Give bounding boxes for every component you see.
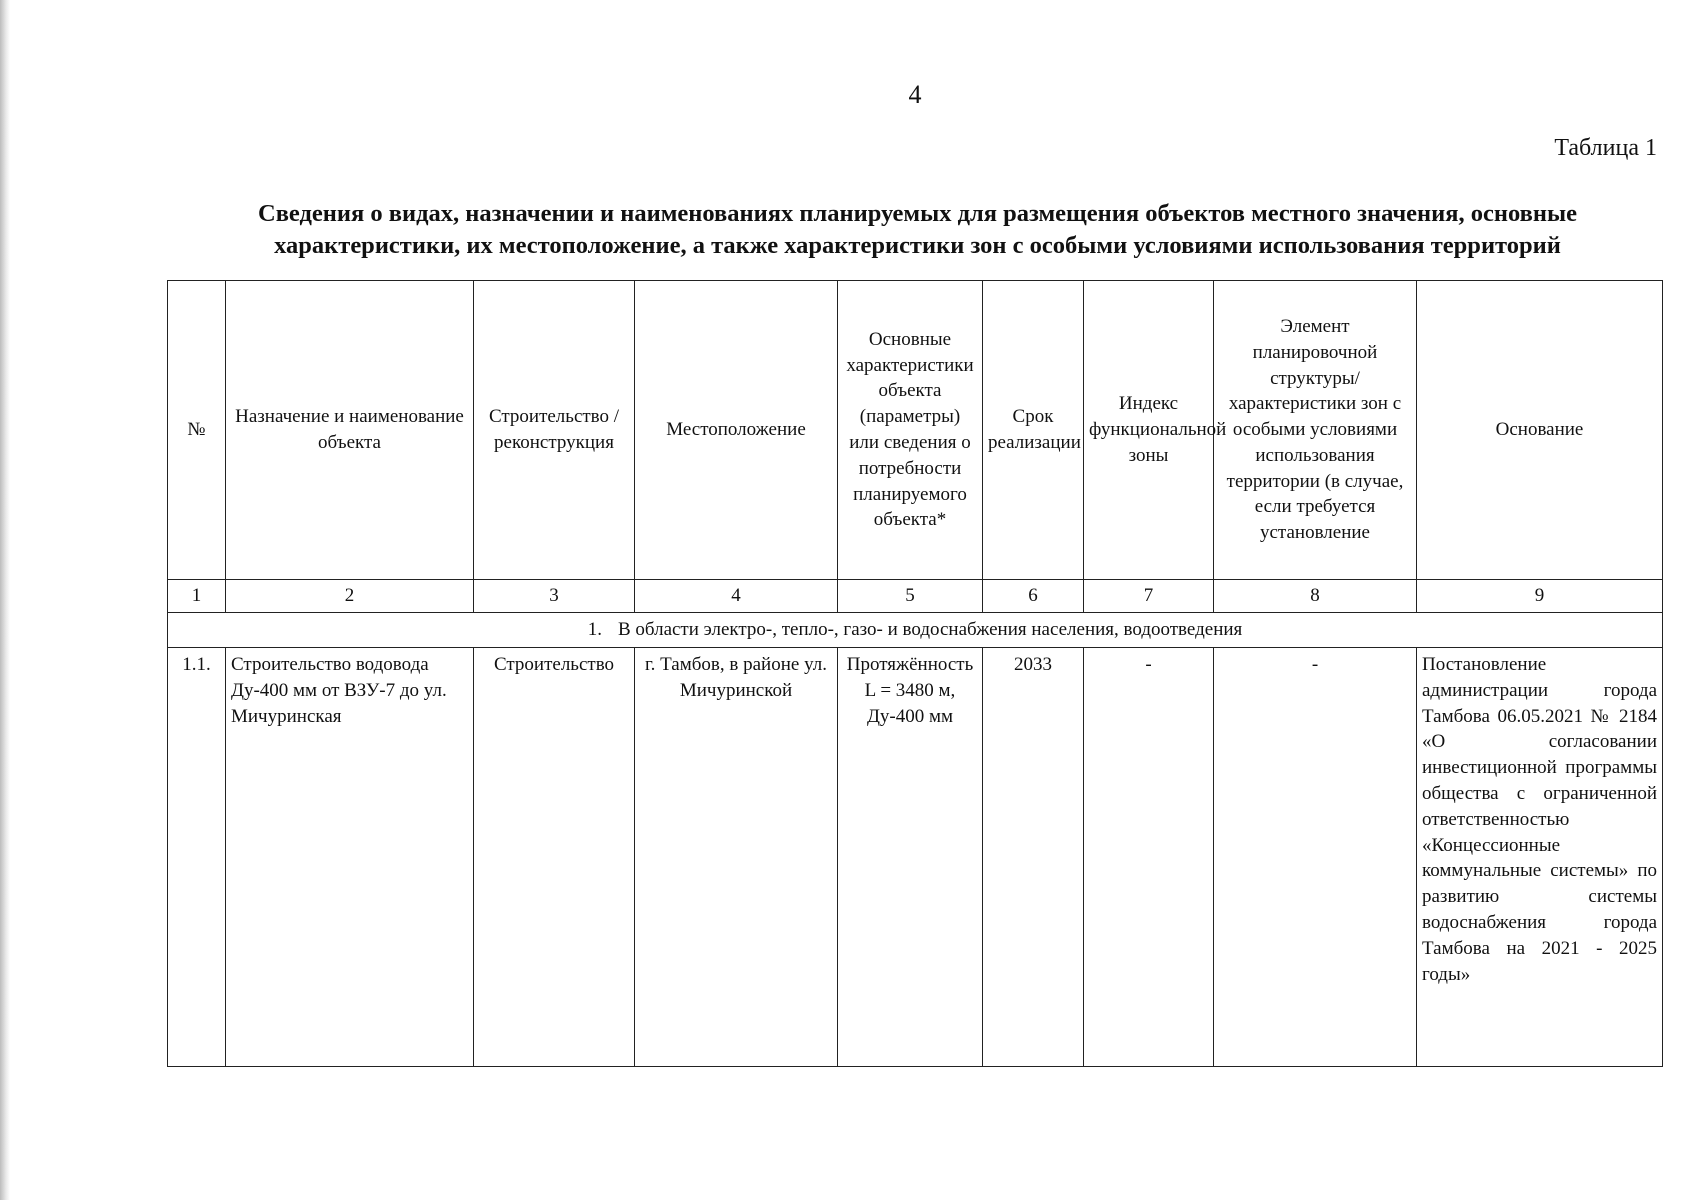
header-structure-element: Элемент планировочной структуры/характеристики зон с особыми условиями использования территории (в случае, если требуется установление: [1214, 281, 1417, 580]
section-row: [168, 613, 1663, 648]
section-number: 1.: [587, 619, 602, 641]
header-characteristics: Основные характеристики объекта (параметры) или сведения о потребности планируемого объекта*: [838, 281, 983, 580]
title-line-1: Сведения о видах, назначении и наименованиях планируемых для размещения объектов местного значения, основные: [258, 200, 1577, 227]
row-construction-type: Строительство: [474, 648, 635, 1067]
column-number: 9: [1417, 580, 1663, 613]
header-zone-index: Индекс функциональной зоны: [1084, 281, 1214, 580]
header-term: Срок реализации: [983, 281, 1084, 580]
row-characteristics: Протяжённость L = 3480 м, Ду-400 мм: [838, 648, 983, 1067]
column-number: 2: [226, 580, 474, 613]
column-number: 7: [1084, 580, 1214, 613]
document-title: [180, 198, 1655, 262]
column-numbers-row: [168, 580, 1663, 613]
header-basis: Основание: [1417, 281, 1663, 580]
row-basis: Постановление администрации города Тамбова 06.05.2021 № 2184 «О согласовании инвестиционной программы общества с ограниченной ответственностью «Концессионные коммунальные системы» по развитию системы водоснабжения города Тамбова на 2021 - 2025 годы»: [1417, 648, 1663, 1067]
table-label: Таблица 1: [1554, 135, 1657, 161]
scan-edge: [0, 0, 10, 1200]
page-number: 4: [908, 80, 922, 109]
column-number: 1: [168, 580, 226, 613]
row-location: г. Тамбов, в районе ул. Мичуринской: [635, 648, 838, 1067]
objects-table: [167, 280, 1663, 1067]
column-number: 8: [1214, 580, 1417, 613]
row-object-name: Строительство водовода Ду-400 мм от ВЗУ-7 до ул. Мичуринская: [226, 648, 474, 1067]
header-object-name: Назначение и наименование объекта: [226, 281, 474, 580]
column-number: 3: [474, 580, 635, 613]
row-zone-index: -: [1084, 648, 1214, 1067]
header-row: [168, 281, 1663, 580]
header-location: Местоположение: [635, 281, 838, 580]
row-structure-element: -: [1214, 648, 1417, 1067]
table-row: [168, 648, 1663, 1067]
header-number: №: [168, 281, 226, 580]
title-line-2: характеристики, их местоположение, а также характеристики зон с особыми условиями использования территорий: [274, 232, 1561, 259]
section-heading: [168, 613, 1663, 648]
row-number: 1.1.: [168, 648, 226, 1067]
header-construction-type: Строительство / реконструкция: [474, 281, 635, 580]
column-number: 6: [983, 580, 1084, 613]
column-number: 4: [635, 580, 838, 613]
column-number: 5: [838, 580, 983, 613]
section-title: В области электро-, тепло-, газо- и водоснабжения населения, водоотведения: [617, 619, 1243, 641]
row-term: 2033: [983, 648, 1084, 1067]
